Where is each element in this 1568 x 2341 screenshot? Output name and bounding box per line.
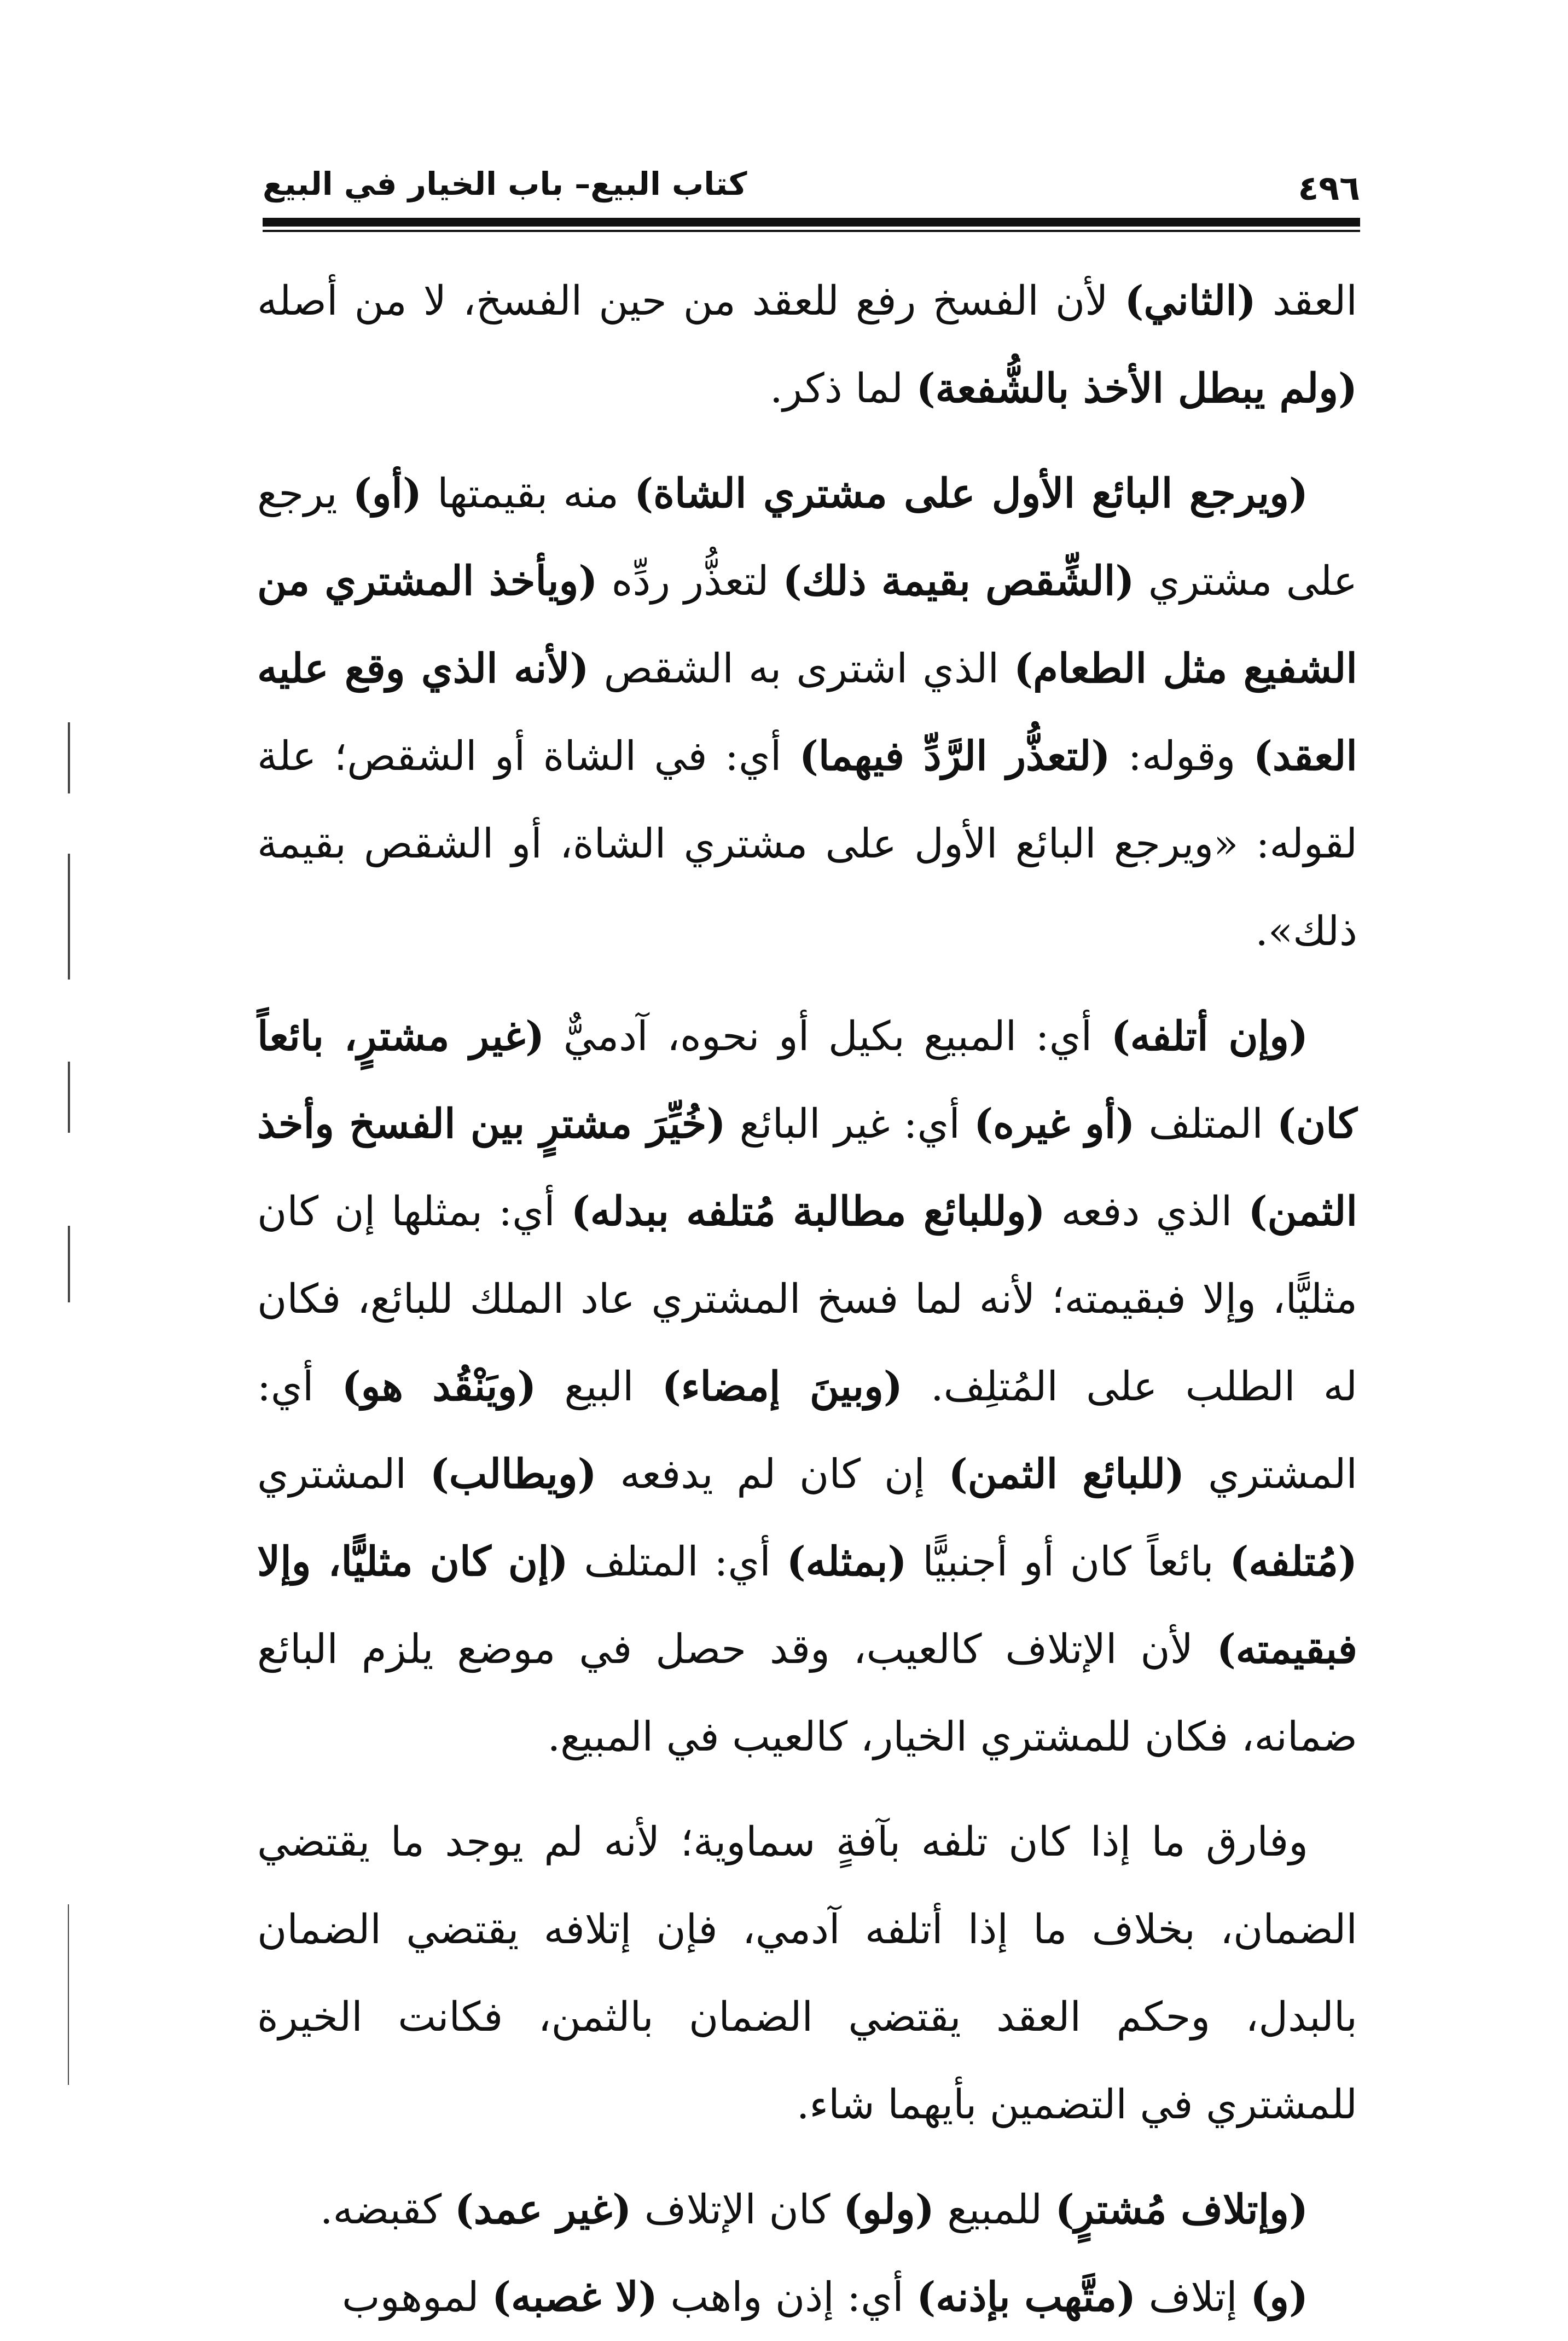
matn-text: (وإن أتلفه) [1111, 1013, 1309, 1060]
matn-text: (أو غيره) [974, 1100, 1135, 1148]
commentary-text: أي: المبيع بكيل أو نحوه، آدميٌّ [544, 1013, 1111, 1060]
matn-text: (الثاني) [1124, 277, 1256, 325]
matn-text: (ويطالب) [429, 1451, 597, 1498]
commentary-text: بائعاً كان أو أجنبيًّا [907, 1538, 1230, 1585]
commentary-text: إتلاف [1136, 2274, 1251, 2321]
matn-text: (بمثله) [786, 1538, 907, 1585]
scan-margin-mark [68, 1226, 70, 1302]
matn-text: (وإتلاف مُشترٍ) [1055, 2186, 1308, 2233]
commentary-text: أي: غير البائع [725, 1100, 974, 1148]
commentary-text: أي: إذن واهب [657, 2274, 917, 2321]
commentary-text: الذي اشترى به الشقص [589, 645, 1014, 692]
body-text [257, 257, 1357, 2341]
commentary-text: لأن الفسخ رفع للعقد من حين الفسخ، لا من أصله [257, 277, 1125, 325]
paragraph [257, 257, 1357, 432]
paragraph [257, 2253, 1357, 2341]
matn-text: (متَّهب بإذنه) [916, 2274, 1136, 2321]
commentary-text: أي: بمثلها إن كان مثليًّا، وإلا فبقيمته؛ لأنه لما فسخ المشتري عاد الملك للبائع، فكان له الطلب على المُتلِف. [257, 1188, 1357, 1410]
commentary-text: لأن الإتلاف كالعيب، وقد حصل في موضع يلزم البائع ضمانه، فكان للمشتري الخيار، كالعيب في المبيع. [257, 1626, 1357, 1760]
commentary-text: وفارق ما إذا كان تلفه بآفةٍ سماوية؛ لأنه لم يوجد ما يقتضي الضمان، بخلاف ما إذا أتلفه آدمي، فإن إتلافه يقتضي الضمان بالبدل، وحكم العقد يقتضي الضمان بالثمن، فكانت الخيرة للمشتري في التضمين بأيهما شاء. [257, 1818, 1357, 2128]
commentary-text: البيع [536, 1363, 662, 1410]
commentary-text: أي: المتلف [568, 1538, 787, 1585]
matn-text: (لا غصبه) [492, 2274, 658, 2321]
matn-text: (غير مشترٍ، بائعاً كان) [257, 1013, 1357, 1148]
commentary-text: كقبضه. [320, 2186, 455, 2233]
matn-text: (لتعذُّر الرَّدِّ فيهما) [799, 733, 1111, 780]
scan-margin-mark [68, 722, 70, 793]
commentary-text: للمبيع [934, 2186, 1055, 2233]
running-header [263, 148, 1360, 224]
commentary-text: منه بقيمتها [422, 470, 635, 517]
matn-text: (ولم يبطل الأخذ بالشُّفعة) [916, 365, 1357, 412]
matn-text: (أو) [352, 470, 422, 517]
matn-text: (الشِّقص بقيمة ذلك) [782, 558, 1135, 605]
commentary-text: إن كان لم يدفعه [596, 1451, 949, 1498]
commentary-text: العقد [1256, 277, 1357, 325]
header-title: كتاب البيع– باب الخيار في البيع [263, 165, 747, 202]
matn-text: (وللبائع مطالبة مُتلفه ببدله) [571, 1188, 1046, 1235]
matn-text: (وبينَ إمضاء) [661, 1363, 903, 1410]
matn-text: (ويَنْقُد هو) [341, 1363, 537, 1410]
commentary-text: أي: في الشاة أو الشقص؛ علة لقوله: «ويرجع البائع الأول على مشتري الشاة، أو الشقص بقيمة ذلك». [257, 733, 1357, 955]
commentary-text: المتلف [1135, 1100, 1277, 1148]
matn-text: (غير عمد) [454, 2186, 632, 2233]
commentary-text: المشتري [257, 1451, 430, 1498]
commentary-text: أي: المشتري [257, 1363, 1357, 1498]
matn-text: (ويأخذ المشتري من الشفيع مثل الطعام) [257, 558, 1357, 692]
commentary-text: الذي دفعه [1045, 1188, 1248, 1235]
matn-text: (إن كان مثليًّا، وإلا فبقيمته) [257, 1538, 1357, 1673]
page-number: ٤٩٦ [1298, 168, 1360, 208]
matn-text: (خُيِّرَ مشترٍ بين الفسخ وأخذ الثمن) [257, 1100, 1358, 1235]
header-rule [263, 218, 1360, 232]
scan-margin-mark [68, 854, 70, 980]
commentary-text: يرجع على مشتري [257, 470, 1357, 605]
matn-text: (مُتلفه) [1229, 1538, 1357, 1585]
commentary-text: لما ذكر. [770, 365, 916, 412]
scan-margin-mark [68, 1062, 70, 1133]
commentary-text: لتعذُّر ردِّه [597, 558, 783, 605]
paragraph [257, 450, 1357, 975]
matn-text: (و) [1250, 2274, 1308, 2321]
matn-text: (ويرجع البائع الأول على مشتري الشاة) [634, 470, 1309, 517]
matn-text: (للبائع الثمن) [948, 1451, 1185, 1498]
commentary-text: كان الإتلاف [631, 2186, 844, 2233]
commentary-text: لموهوب [342, 2274, 492, 2321]
matn-text: (ولو) [843, 2186, 934, 2233]
paragraph [257, 993, 1357, 1781]
paragraph [257, 1798, 1357, 2148]
commentary-text: وقوله: [1110, 733, 1253, 780]
paragraph [257, 2166, 1357, 2253]
scan-margin-mark [68, 1904, 69, 2085]
matn-text: (لأنه الذي وقع عليه العقد) [257, 645, 1357, 780]
